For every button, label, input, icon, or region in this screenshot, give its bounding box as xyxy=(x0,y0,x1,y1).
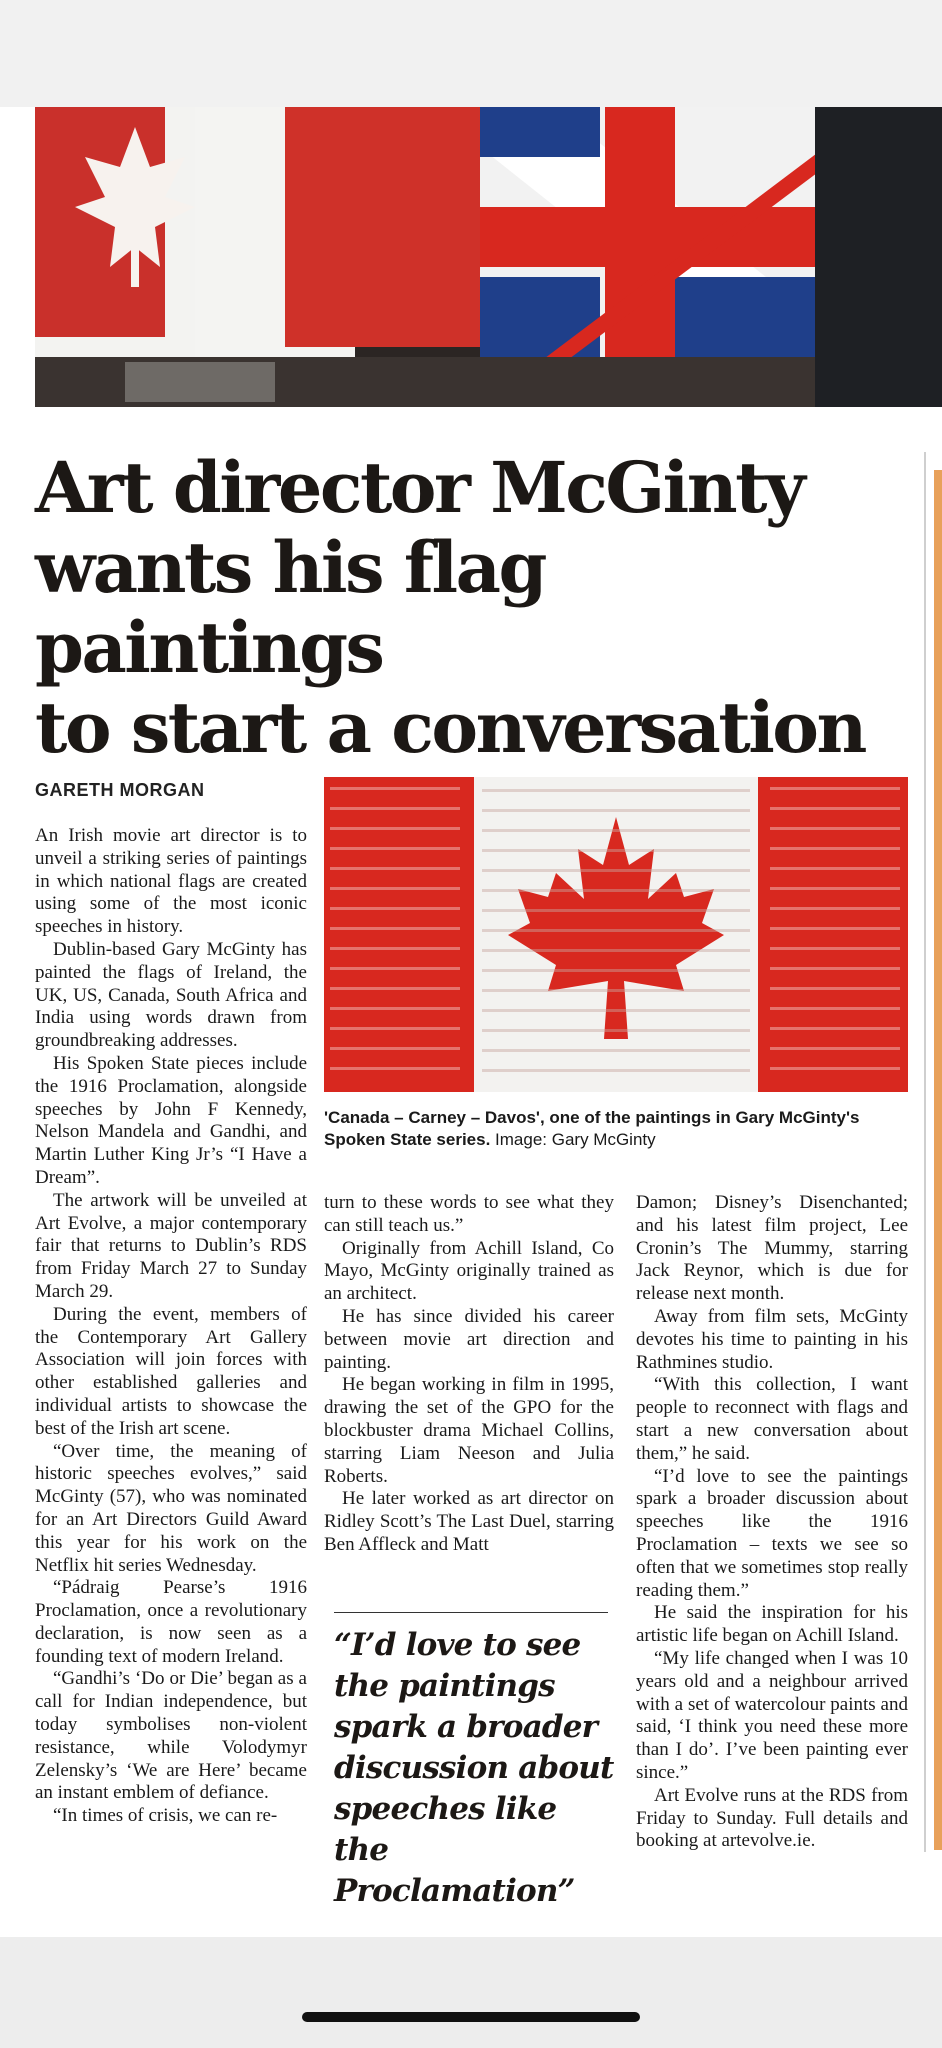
paragraph: Art Evolve runs at the RDS from Friday to Sunday. Full details and booking at artevolve.ie. xyxy=(636,1784,908,1852)
paragraph: Damon; Disney’s Disenchanted; and his latest film project, Lee Cronin’s The Mummy, starring Jack Reynor, which is due for release next month. xyxy=(636,1192,908,1305)
paragraph: turn to these words to see what they can still teach us.” xyxy=(324,1192,614,1236)
article-column-2 xyxy=(324,1192,614,1557)
headline-line-2: wants his flag paintings xyxy=(35,526,545,689)
paragraph: He later worked as art director on Ridley Scott’s The Last Duel, starring Ben Affleck and Matt xyxy=(324,1488,614,1555)
home-indicator[interactable] xyxy=(302,2012,640,2022)
article-column-1 xyxy=(35,825,307,1828)
canada-flag-painting xyxy=(324,777,908,1092)
pullquote: “I’d love to see the paintings spark a broader discussion about speeches like the Proclamation” xyxy=(334,1627,614,1909)
paragraph: “With this collection, I want people to reconnect with flags and start a new conversation about them,” he said. xyxy=(636,1374,908,1464)
paragraph: He began working in film in 1995, drawing the set of the GPO for the blockbuster drama Michael Collins, starring Liam Neeson and Julia Roberts. xyxy=(324,1374,614,1487)
paragraph: “In times of crisis, we can re- xyxy=(53,1805,278,1827)
pullquote-rule xyxy=(334,1612,608,1613)
paragraph: “Pádraig Pearse’s 1916 Proclamation, once a revolutionary declaration, is now seen as a founding text of modern Ireland. xyxy=(35,1577,307,1667)
headline-line-3: to start a conversation xyxy=(35,686,865,769)
paragraph: “Gandhi’s ‘Do or Die’ began as a call for Indian independence, but today symbolises non-violent resistance, while Volodymyr Zelensky’s ‘We are Here’ became an instant emblem of defiance. xyxy=(35,1668,307,1804)
paragraph: The artwork will be unveiled at Art Evolve, a major contemporary fair that returns to Dublin’s RDS from Friday March 27 to Sunday March 29. xyxy=(35,1189,307,1302)
paragraph: His Spoken State pieces include the 1916 Proclamation, alongside speeches by John F Kennedy, Nelson Mandela and Gandhi, and Martin Luther King Jr’s “I Have a Dream”. xyxy=(35,1052,307,1188)
paragraph: “I’d love to see the paintings spark a broader discussion about speeches like the 1916 Proclamation – texts we see so often that we sometimes stop really reading them.” xyxy=(636,1465,908,1601)
byline: GARETH MORGAN xyxy=(35,780,205,800)
article-headline xyxy=(35,448,905,768)
caption-title: 'Canada – Carney – Davos', one of the paintings in Gary McGinty's Spoken State series. xyxy=(324,1108,860,1149)
caption-credit: Image: Gary McGinty xyxy=(490,1130,656,1149)
paragraph: “Over time, the meaning of historic speeches evolves,” said McGinty (57), who was nominated for an Art Directors Guild Award this year for his work on the Netflix hit series Wednesday. xyxy=(35,1440,307,1576)
paragraph: He has since divided his career between movie art direction and painting. xyxy=(324,1305,614,1373)
paragraph: Dublin-based Gary McGinty has painted the flags of Ireland, the UK, US, Canada, South Africa and India using words drawn from groundbreaking addresses. xyxy=(35,938,307,1052)
paragraph: During the event, members of the Contemporary Art Gallery Association will join forces with other established galleries and individual artists to showcase the best of the Irish art scene. xyxy=(35,1303,307,1439)
paragraph: An Irish movie art director is to unveil a striking series of paintings in which national flags are created using some of the most iconic speeches in history. xyxy=(35,825,307,938)
bottom-area xyxy=(0,1937,942,2048)
column-divider xyxy=(924,452,926,1852)
paragraph: “My life changed when I was 10 years old and a neighbour arrived with a set of watercolour paints and said, ‘I think you need these more than I do’. I’ve been painting ever since.” xyxy=(636,1647,908,1783)
headline-line-1: Art director McGinty xyxy=(35,446,804,529)
adjacent-page-edge xyxy=(934,470,942,1850)
flag-paintings-photo xyxy=(35,107,942,407)
image-caption xyxy=(324,1107,908,1151)
paragraph: Away from film sets, McGinty devotes his time to painting in his Rathmines studio. xyxy=(636,1305,908,1373)
paragraph: Originally from Achill Island, Co Mayo, McGinty originally trained as an architect. xyxy=(324,1237,614,1305)
paragraph: He said the inspiration for his artistic life began on Achill Island. xyxy=(636,1602,908,1647)
article-column-3 xyxy=(636,1192,908,1853)
